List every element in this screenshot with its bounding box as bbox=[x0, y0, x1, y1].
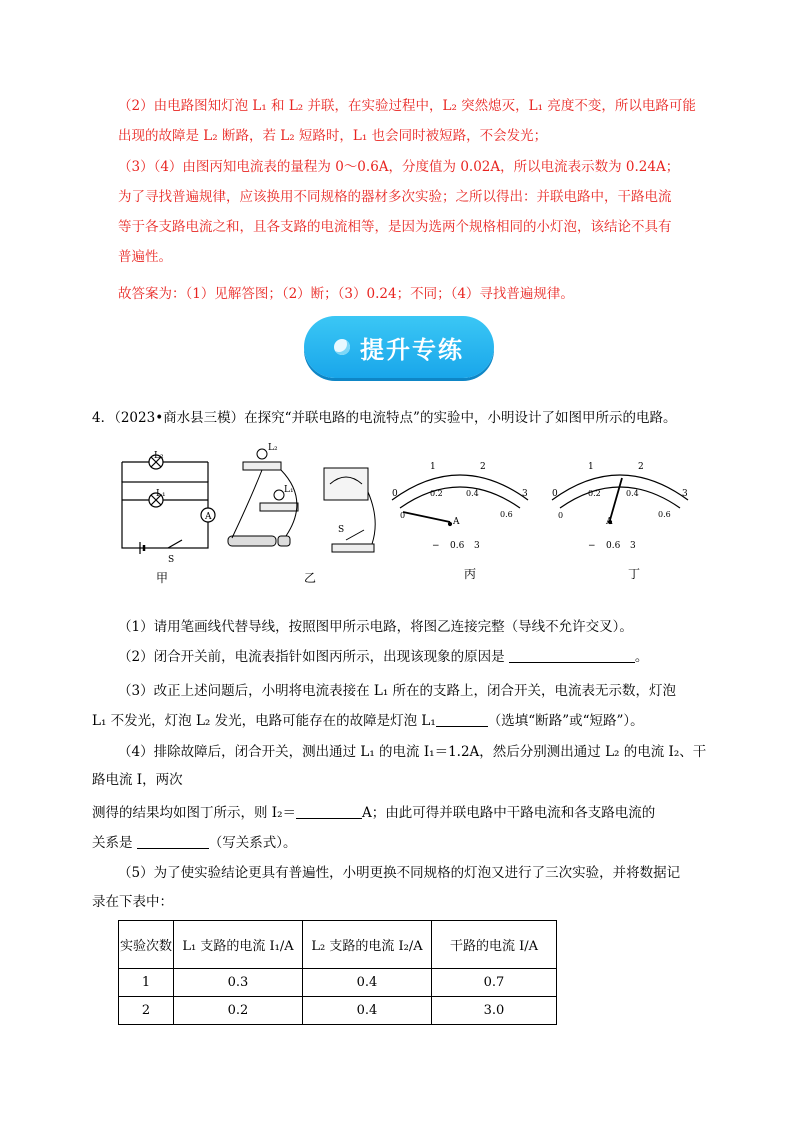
meter-ding-unit: A bbox=[606, 517, 613, 527]
blank-4a[interactable] bbox=[296, 804, 362, 819]
label-l2-photo: L₂ bbox=[268, 443, 278, 453]
meter-bing-top-1: 1 bbox=[430, 462, 436, 472]
meter-bing-bottom-0: 0 bbox=[400, 511, 406, 520]
subq-4-line-3 bbox=[92, 799, 692, 828]
analysis-line-3: （3）（4）由图丙知电流表的量程为 0～0.6A，分度值为 0.02A，所以电流表示数为 0.24A； bbox=[118, 159, 680, 175]
circuit-figures bbox=[110, 440, 710, 590]
caption-ding: 丁 bbox=[628, 567, 641, 581]
table-header-cell: L₂ 支路的电流 I₂/A bbox=[303, 921, 432, 969]
subq-4-text: 测得的结果均如图丁所示，则 I₂＝ bbox=[92, 805, 297, 821]
subq-4-text-3: 关系是 bbox=[92, 835, 133, 851]
table-cell: 3.0 bbox=[432, 997, 557, 1025]
label-l1-photo: L₁ bbox=[284, 485, 294, 495]
subq-3-text: L₁ 不发光，灯泡 L₂ 发光，电路可能存在的故障是灯泡 L₁ bbox=[92, 713, 436, 729]
meter-ding-top-0: 0 bbox=[552, 489, 558, 499]
meter-bing-top-2: 2 bbox=[480, 462, 486, 472]
label-switch-photo: S bbox=[338, 525, 345, 535]
table-header-row bbox=[119, 921, 557, 969]
label-l1: L₁ bbox=[156, 489, 166, 499]
meter-ding-top-2: 2 bbox=[638, 462, 644, 472]
subq-1: （1）请用笔画线代替导线，按照图甲所示电路，将图乙连接完整（导线不允许交叉）。 bbox=[118, 619, 633, 635]
table-row bbox=[119, 969, 557, 997]
subq-2-end: 。 bbox=[634, 649, 649, 665]
table-cell: 0.4 bbox=[303, 969, 432, 997]
meter-ding-term-06: 0.6 bbox=[606, 541, 621, 551]
meter-ding-term-3: 3 bbox=[630, 541, 636, 551]
subq-3-line-1: （3）改正上述问题后，小明将电流表接在 L₁ 所在的支路上，闭合开关，电流表无示数，灯泡 bbox=[118, 683, 677, 699]
subq-4-line-1: （4）排除故障后，闭合开关，测出通过 L₁ 的电流 I₁＝1.2A，然后分别测出通过 L₂ 的电流 I₂、干 bbox=[118, 744, 707, 760]
analysis-line-4: 为了寻找普遍规律，应该换用不同规格的器材多次实验；之所以得出：并联电路中，干路电流 bbox=[118, 189, 672, 205]
meter-bing-top-3: 3 bbox=[522, 489, 528, 499]
subq-4-line-2: 路电流 I，两次 bbox=[92, 772, 183, 788]
meter-bing-term-06: 0.6 bbox=[450, 541, 465, 551]
meter-bing-bottom-3: 0.6 bbox=[500, 510, 513, 519]
blank-4b[interactable] bbox=[137, 834, 209, 849]
caption-bing: 丙 bbox=[464, 567, 477, 581]
label-switch: S bbox=[168, 555, 175, 565]
physical-circuit-yi bbox=[228, 449, 375, 552]
analysis-line-1: （2）由电路图知灯泡 L₁ 和 L₂ 并联，在实验过程中，L₂ 突然熄灭，L₁ 亮度不变，所以电路可能 bbox=[118, 98, 696, 114]
table-row bbox=[119, 997, 557, 1025]
subq-3-end: （选填“断路”或“短路”）。 bbox=[487, 713, 644, 729]
section-badge-label: 提升专练 bbox=[360, 335, 464, 364]
table-header-cell: 实验次数 bbox=[119, 921, 174, 969]
bubble-icon bbox=[334, 339, 350, 355]
answer-line: 故答案为：（1）见解答图；（2）断；（3）0.24；不同；（4）寻找普遍规律。 bbox=[118, 286, 574, 302]
meter-ding-bottom-3: 0.6 bbox=[658, 510, 671, 519]
meter-bing-bottom-2: 0.4 bbox=[466, 489, 479, 498]
subq-2-text: （2）闭合开关前，电流表指针如图丙所示，出现该现象的原因是 bbox=[118, 649, 505, 665]
subq-5-line-1: （5）为了使实验结论更具有普遍性，小明更换不同规格的灯泡又进行了三次实验，并将数据记 bbox=[118, 865, 681, 881]
analysis-line-6: 普遍性。 bbox=[118, 249, 172, 265]
blank-3[interactable] bbox=[436, 712, 488, 727]
table-cell: 2 bbox=[119, 997, 174, 1025]
meter-ding-top-1: 1 bbox=[588, 462, 594, 472]
meter-ding-term-neg: − bbox=[588, 541, 596, 551]
table-cell: 0.2 bbox=[174, 997, 303, 1025]
table-cell: 0.4 bbox=[303, 997, 432, 1025]
blank-2[interactable] bbox=[509, 648, 635, 663]
meter-bing-unit: A bbox=[453, 517, 460, 527]
analysis-line-2: 出现的故障是 L₂ 断路，若 L₂ 短路时，L₁ 也会同时被短路，不会发光； bbox=[118, 128, 548, 144]
meter-bing-top-0: 0 bbox=[392, 489, 398, 499]
meter-bing-bottom-1: 0.2 bbox=[430, 489, 443, 498]
meter-ding-bottom-1: 0.2 bbox=[588, 489, 601, 498]
ammeter-symbol-label: A bbox=[205, 512, 212, 522]
meter-bing-term-neg: − bbox=[432, 541, 440, 551]
meter-ding-bottom-0: 0 bbox=[558, 511, 564, 520]
table-header-cell: L₁ 支路的电流 I₁/A bbox=[174, 921, 303, 969]
meter-bing-term-3: 3 bbox=[474, 541, 480, 551]
caption-jia: 甲 bbox=[156, 571, 169, 585]
subq-5-line-2: 录在下表中： bbox=[92, 894, 173, 910]
analysis-line-5: 等于各支路电流之和，且各支路的电流相等，是因为选两个规格相同的小灯泡，该结论不具有 bbox=[118, 219, 672, 235]
table-header-cell: 干路的电流 I/A bbox=[432, 921, 557, 969]
question-stem: 4．（2023•商水县三模）在探究“并联电路的电流特点”的实验中，小明设计了如图甲所示的电路。 bbox=[92, 410, 677, 426]
label-l2: L₂ bbox=[154, 451, 164, 461]
subq-3-line-2 bbox=[92, 707, 692, 736]
subq-4-end: （写关系式）。 bbox=[208, 835, 297, 851]
subq-4-line-4 bbox=[92, 829, 692, 858]
data-table bbox=[118, 920, 557, 1025]
circuit-diagram-jia bbox=[122, 455, 215, 554]
table-cell: 0.3 bbox=[174, 969, 303, 997]
table-cell: 0.7 bbox=[432, 969, 557, 997]
subq-2 bbox=[118, 643, 718, 672]
meter-ding-top-3: 3 bbox=[682, 489, 688, 499]
section-badge bbox=[304, 316, 494, 378]
subq-4-text-2: A；由此可得并联电路中干路电流和各支路电流的 bbox=[362, 805, 656, 821]
caption-yi: 乙 bbox=[304, 571, 317, 585]
table-cell: 1 bbox=[119, 969, 174, 997]
meter-ding-bottom-2: 0.4 bbox=[626, 489, 639, 498]
